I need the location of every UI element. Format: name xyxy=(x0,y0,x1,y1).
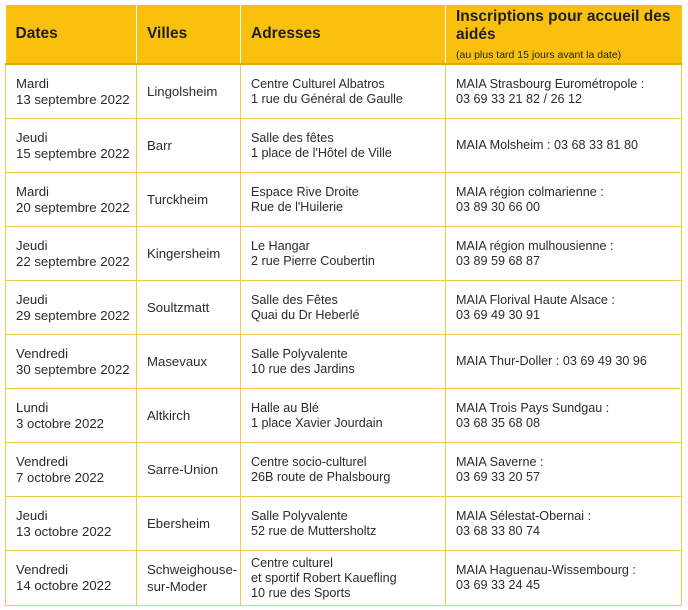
table-row xyxy=(6,335,682,389)
contact-cell xyxy=(446,443,682,497)
contact-cell xyxy=(446,64,682,119)
contact-line: MAIA Saverne : xyxy=(456,454,544,469)
date: 22 septembre 2022 xyxy=(16,253,130,269)
contact-line: 03 68 35 68 08 xyxy=(456,415,541,430)
city-cell xyxy=(137,173,241,227)
date-cell xyxy=(6,497,137,551)
contact-line: MAIA Thur-Doller : 03 69 49 30 96 xyxy=(456,354,647,368)
date-cell xyxy=(6,551,137,606)
address-cell xyxy=(241,173,446,227)
city-cell xyxy=(137,335,241,389)
address-line: Le Hangar xyxy=(251,238,310,253)
contact-line: MAIA Molsheim : 03 68 33 81 80 xyxy=(456,138,639,152)
contact-line: 03 69 49 30 91 xyxy=(456,307,541,322)
city-name: Kingersheim xyxy=(147,246,221,261)
weekday: Vendredi xyxy=(16,345,69,361)
address-line: 1 place de l'Hôtel de Ville xyxy=(251,145,392,160)
address-cell xyxy=(241,227,446,281)
date-cell xyxy=(6,389,137,443)
weekday: Mardi xyxy=(16,183,49,199)
address-line: Rue de l'Huilerie xyxy=(251,199,344,214)
header-inscriptions-note: (au plus tard 15 jours avant la date) xyxy=(456,48,622,61)
date: 20 septembre 2022 xyxy=(16,199,130,215)
date-cell xyxy=(6,227,137,281)
weekday: Jeudi xyxy=(16,291,48,307)
address-line: Salle des Fêtes xyxy=(251,292,338,307)
date: 7 octobre 2022 xyxy=(16,469,104,485)
date: 3 octobre 2022 xyxy=(16,415,104,431)
contact-cell xyxy=(446,227,682,281)
date-cell xyxy=(6,443,137,497)
address-cell xyxy=(241,64,446,119)
weekday: Jeudi xyxy=(16,129,48,145)
table-header xyxy=(6,5,682,64)
schedule-table-container xyxy=(5,5,681,606)
city-name: sur-Moder xyxy=(147,579,208,594)
table-row xyxy=(6,227,682,281)
address-line: et sportif Robert Kauefling xyxy=(251,570,397,585)
contact-line: 03 89 59 68 87 xyxy=(456,253,541,268)
contact-line: 03 68 33 80 74 xyxy=(456,523,541,538)
address-cell xyxy=(241,551,446,606)
address-line: 2 rue Pierre Coubertin xyxy=(251,253,375,268)
table-row xyxy=(6,64,682,119)
weekday: Mardi xyxy=(16,75,49,91)
date: 13 octobre 2022 xyxy=(16,523,112,539)
city-name: Masevaux xyxy=(147,354,208,369)
weekday: Vendredi xyxy=(16,562,69,577)
address-line: 1 rue du Général de Gaulle xyxy=(251,91,403,106)
city-cell xyxy=(137,389,241,443)
header-row xyxy=(6,5,682,64)
contact-cell xyxy=(446,389,682,443)
weekday: Jeudi xyxy=(16,237,48,253)
address-line: 10 rue des Jardins xyxy=(251,361,355,376)
address-line: 1 place Xavier Jourdain xyxy=(251,415,383,430)
date-cell xyxy=(6,64,137,119)
address-cell xyxy=(241,443,446,497)
weekday: Lundi xyxy=(16,399,49,415)
contact-line: MAIA Strasbourg Eurométropole : xyxy=(456,76,645,91)
contact-cell xyxy=(446,119,682,173)
contact-line: MAIA Trois Pays Sundgau : xyxy=(456,400,610,415)
address-line: Salle des fêtes xyxy=(251,130,334,145)
city-cell xyxy=(137,227,241,281)
header-villes: Villes xyxy=(137,5,241,64)
address-line: 10 rue des Sports xyxy=(251,585,351,600)
date-cell xyxy=(6,335,137,389)
contact-line: MAIA Sélestat-Obernai : xyxy=(456,508,592,523)
date-cell xyxy=(6,281,137,335)
address-line: Quai du Dr Heberlé xyxy=(251,307,360,322)
address-line: Centre Culturel Albatros xyxy=(251,76,385,91)
address-line: Salle Polyvalente xyxy=(251,508,348,523)
city-cell xyxy=(137,497,241,551)
table-row xyxy=(6,119,682,173)
city-cell xyxy=(137,551,241,606)
weekday: Vendredi xyxy=(16,453,69,469)
contact-line: MAIA Haguenau-Wissembourg : xyxy=(456,563,636,577)
address-cell xyxy=(241,281,446,335)
date-cell xyxy=(6,119,137,173)
table-row xyxy=(6,497,682,551)
address-line: Espace Rive Droite xyxy=(251,184,359,199)
table-row xyxy=(6,281,682,335)
address-line: Salle Polyvalente xyxy=(251,346,348,361)
contact-line: 03 69 33 20 57 xyxy=(456,469,541,484)
date: 30 septembre 2022 xyxy=(16,361,130,377)
date: 29 septembre 2022 xyxy=(16,307,130,323)
table-row xyxy=(6,173,682,227)
header-inscriptions xyxy=(446,5,682,64)
date: 15 septembre 2022 xyxy=(16,145,130,161)
contact-line: 03 89 30 66 00 xyxy=(456,199,541,214)
city-cell xyxy=(137,443,241,497)
schedule-table xyxy=(5,5,682,606)
city-name: Soultzmatt xyxy=(147,300,210,315)
contact-cell xyxy=(446,335,682,389)
contact-cell xyxy=(446,281,682,335)
address-line: Centre culturel xyxy=(251,555,333,570)
city-name: Ebersheim xyxy=(147,516,211,531)
address-line: Centre socio-culturel xyxy=(251,454,367,469)
address-cell xyxy=(241,497,446,551)
address-cell xyxy=(241,119,446,173)
table-row xyxy=(6,389,682,443)
table-row xyxy=(6,551,682,606)
table-row xyxy=(6,443,682,497)
city-name: Schweighouse- xyxy=(147,562,238,577)
address-line: 26B route de Phalsbourg xyxy=(251,469,391,484)
address-cell xyxy=(241,389,446,443)
city-cell xyxy=(137,64,241,119)
city-cell xyxy=(137,119,241,173)
date: 13 septembre 2022 xyxy=(16,91,130,107)
header-adresses: Adresses xyxy=(241,5,446,64)
date: 14 octobre 2022 xyxy=(16,578,112,593)
address-line: 52 rue de Muttersholtz xyxy=(251,523,377,538)
contact-cell xyxy=(446,173,682,227)
city-cell xyxy=(137,281,241,335)
contact-cell xyxy=(446,497,682,551)
address-line: Halle au Blé xyxy=(251,400,319,415)
city-name: Turckheim xyxy=(147,192,209,207)
city-name: Barr xyxy=(147,138,172,153)
contact-line: MAIA Florival Haute Alsace : xyxy=(456,292,615,307)
contact-line: 03 69 33 21 82 / 26 12 xyxy=(456,91,583,106)
city-name: Sarre-Union xyxy=(147,462,219,477)
header-inscriptions-title: Inscriptions pour accueil des aidés xyxy=(456,7,671,43)
table-body xyxy=(6,64,682,606)
address-cell xyxy=(241,335,446,389)
contact-line: MAIA région colmarienne : xyxy=(456,184,604,199)
contact-line: 03 69 33 24 45 xyxy=(456,578,541,592)
date-cell xyxy=(6,173,137,227)
weekday: Jeudi xyxy=(16,507,48,523)
city-name: Lingolsheim xyxy=(147,84,218,99)
header-dates: Dates xyxy=(6,5,137,64)
contact-cell xyxy=(446,551,682,606)
city-name: Altkirch xyxy=(147,408,191,423)
contact-line: MAIA région mulhousienne : xyxy=(456,238,614,253)
